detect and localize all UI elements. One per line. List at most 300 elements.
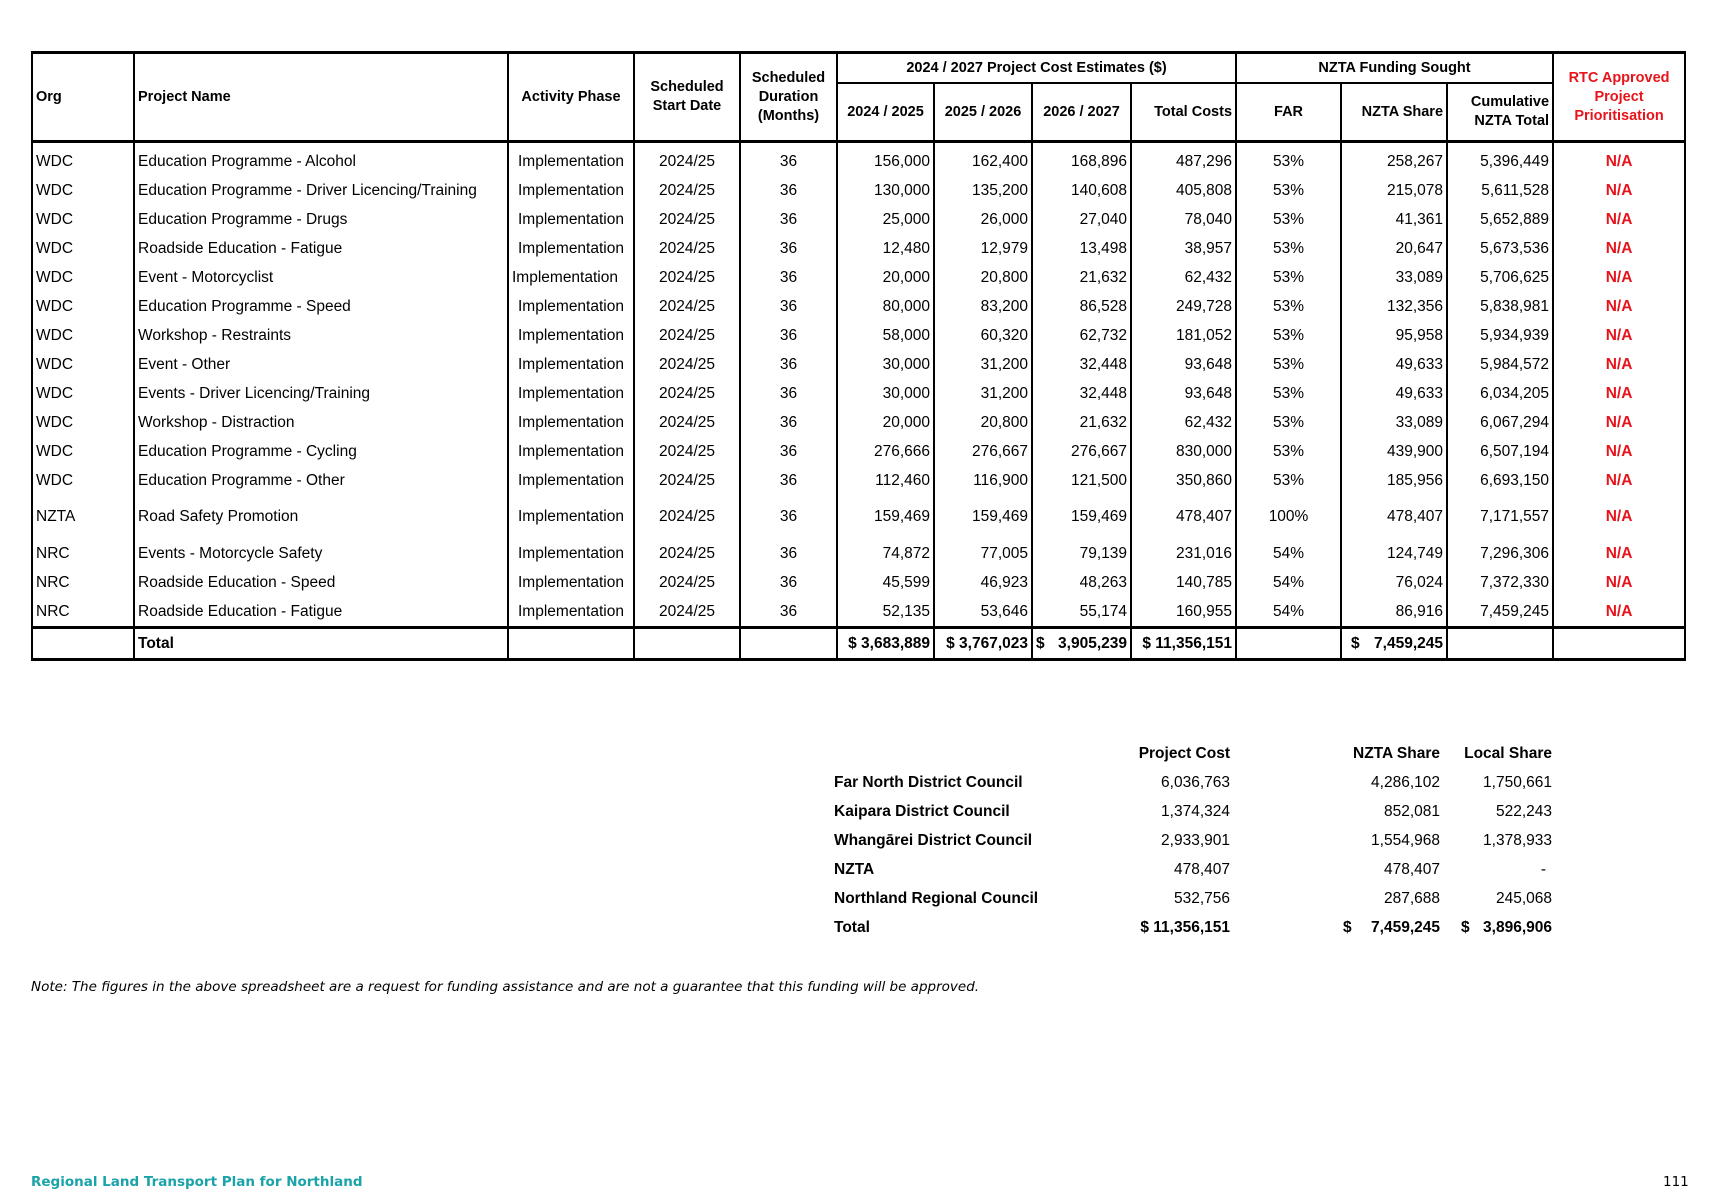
summary-project-cost: 478,407: [1173, 860, 1230, 878]
row-y1: 52,135: [837, 597, 934, 628]
row-rtc: N/A: [1553, 437, 1685, 466]
table-row: [32, 176, 1685, 205]
row-activity-phase: Implementation: [508, 142, 634, 177]
row-far: 53%: [1236, 408, 1341, 437]
row-start-date: 2024/25: [634, 379, 740, 408]
row-nzta-share: 185,956: [1341, 466, 1447, 495]
summary-nzta-share: 4,286,102: [1371, 773, 1440, 791]
row-project-name: Events - Driver Licencing/Training: [134, 379, 508, 408]
row-nzta-share: 49,633: [1341, 350, 1447, 379]
row-far: 53%: [1236, 437, 1341, 466]
summary-total-nzta-value: 7,459,245: [1371, 918, 1440, 936]
row-rtc: N/A: [1553, 321, 1685, 350]
row-project-name: Road Safety Promotion: [134, 495, 508, 539]
row-y2: 20,800: [934, 263, 1032, 292]
row-total: 478,407: [1131, 495, 1236, 539]
row-y3: 13,498: [1032, 234, 1131, 263]
row-y2: 46,923: [934, 568, 1032, 597]
summary-project-cost: 6,036,763: [1161, 773, 1230, 791]
row-duration: 36: [740, 495, 837, 539]
row-org: NRC: [32, 568, 134, 597]
row-start-date: 2024/25: [634, 597, 740, 628]
summary-table: [834, 739, 1552, 942]
row-project-name: Education Programme - Speed: [134, 292, 508, 321]
row-nzta-share: 20,647: [1341, 234, 1447, 263]
row-activity-phase: Implementation: [508, 205, 634, 234]
row-nzta-share: 439,900: [1341, 437, 1447, 466]
row-rtc: N/A: [1553, 568, 1685, 597]
summary-row: [834, 884, 1552, 913]
row-nzta-share: 33,089: [1341, 408, 1447, 437]
row-org: NRC: [32, 539, 134, 568]
row-duration: 36: [740, 437, 837, 466]
row-start-date: 2024/25: [634, 437, 740, 466]
row-cumulative: 5,611,528: [1447, 176, 1553, 205]
row-y1: 12,480: [837, 234, 934, 263]
row-total: 78,040: [1131, 205, 1236, 234]
row-cumulative: 5,934,939: [1447, 321, 1553, 350]
table-row: [32, 437, 1685, 466]
row-y1: 159,469: [837, 495, 934, 539]
summary-header-nzta: NZTA Share: [1353, 744, 1440, 762]
total-nzta-share: [1341, 628, 1447, 660]
row-activity-phase: Implementation: [508, 321, 634, 350]
row-total: 93,648: [1131, 350, 1236, 379]
row-nzta-share: 258,267: [1341, 142, 1447, 177]
row-total: 830,000: [1131, 437, 1236, 466]
row-far: 53%: [1236, 176, 1341, 205]
row-y1: 20,000: [837, 408, 934, 437]
row-nzta-share: 215,078: [1341, 176, 1447, 205]
row-cumulative: 5,673,536: [1447, 234, 1553, 263]
row-start-date: 2024/25: [634, 539, 740, 568]
row-rtc: N/A: [1553, 597, 1685, 628]
row-activity-phase: Implementation: [508, 292, 634, 321]
row-cumulative: 5,652,889: [1447, 205, 1553, 234]
total-cumulative-cell: [1447, 628, 1553, 660]
row-org: WDC: [32, 437, 134, 466]
row-activity-phase: Implementation: [508, 568, 634, 597]
row-duration: 36: [740, 321, 837, 350]
row-start-date: 2024/25: [634, 350, 740, 379]
row-far: 54%: [1236, 539, 1341, 568]
row-y2: 12,979: [934, 234, 1032, 263]
header-funding-group: NZTA Funding Sought: [1236, 53, 1553, 84]
header-y1: 2024 / 2025: [837, 83, 934, 142]
summary-total-label: Total: [834, 918, 870, 936]
summary-header-blank: [834, 739, 1074, 768]
row-nzta-share: 41,361: [1341, 205, 1447, 234]
row-far: 53%: [1236, 205, 1341, 234]
row-org: WDC: [32, 263, 134, 292]
row-cumulative: 6,507,194: [1447, 437, 1553, 466]
row-nzta-share: 49,633: [1341, 379, 1447, 408]
row-activity-phase: Implementation: [508, 437, 634, 466]
header-org: Org: [32, 53, 134, 142]
total-y1: $ 3,683,889: [837, 628, 934, 660]
row-y2: 77,005: [934, 539, 1032, 568]
row-y3: 276,667: [1032, 437, 1131, 466]
row-y3: 32,448: [1032, 379, 1131, 408]
summary-nzta-share: 1,554,968: [1371, 831, 1440, 849]
total-duration-cell: [740, 628, 837, 660]
summary-local-share: 245,068: [1495, 889, 1552, 907]
row-y3: 168,896: [1032, 142, 1131, 177]
row-far: 53%: [1236, 142, 1341, 177]
row-cumulative: 6,693,150: [1447, 466, 1553, 495]
project-table: [31, 51, 1686, 661]
summary-header-local: Local Share: [1464, 744, 1552, 762]
row-start-date: 2024/25: [634, 292, 740, 321]
row-activity-phase: Implementation: [508, 234, 634, 263]
row-start-date: 2024/25: [634, 176, 740, 205]
row-total: 231,016: [1131, 539, 1236, 568]
row-cumulative: 7,296,306: [1447, 539, 1553, 568]
summary-total-row: [834, 913, 1552, 942]
summary-local-share: 522,243: [1495, 802, 1552, 820]
row-nzta-share: 132,356: [1341, 292, 1447, 321]
row-total: 405,808: [1131, 176, 1236, 205]
row-activity-phase: Implementation: [508, 466, 634, 495]
header-cumulative: Cumulative NZTA Total: [1447, 83, 1553, 142]
row-activity-phase: Implementation: [508, 176, 634, 205]
row-project-name: Roadside Education - Fatigue: [134, 234, 508, 263]
table-row: [32, 234, 1685, 263]
row-y2: 162,400: [934, 142, 1032, 177]
row-project-name: Roadside Education - Speed: [134, 568, 508, 597]
row-far: 53%: [1236, 234, 1341, 263]
row-y2: 31,200: [934, 379, 1032, 408]
table-row: [32, 142, 1685, 177]
row-project-name: Roadside Education - Fatigue: [134, 597, 508, 628]
header-project-name: Project Name: [134, 53, 508, 142]
summary-row: [834, 768, 1552, 797]
row-rtc: N/A: [1553, 263, 1685, 292]
row-org: WDC: [32, 176, 134, 205]
row-y2: 276,667: [934, 437, 1032, 466]
row-rtc: N/A: [1553, 234, 1685, 263]
table-row: [32, 379, 1685, 408]
footer-title: Regional Land Transport Plan for Northland: [31, 1174, 363, 1190]
total-costs: $ 11,356,151: [1131, 628, 1236, 660]
row-activity-phase: Implementation: [508, 539, 634, 568]
header-start-date: Scheduled Start Date: [634, 53, 740, 142]
row-activity-phase: Implementation: [508, 495, 634, 539]
row-y3: 21,632: [1032, 263, 1131, 292]
row-duration: 36: [740, 205, 837, 234]
header-duration: Scheduled Duration (Months): [740, 53, 837, 142]
row-y3: 55,174: [1032, 597, 1131, 628]
row-project-name: Education Programme - Alcohol: [134, 142, 508, 177]
row-y2: 31,200: [934, 350, 1032, 379]
row-duration: 36: [740, 539, 837, 568]
summary-body: [834, 768, 1552, 913]
row-activity-phase: Implementation: [508, 350, 634, 379]
row-duration: 36: [740, 568, 837, 597]
row-total: 140,785: [1131, 568, 1236, 597]
total-label: Total: [134, 628, 508, 660]
summary-total-nzta-symbol: $: [1343, 918, 1352, 936]
row-duration: 36: [740, 597, 837, 628]
row-rtc: N/A: [1553, 205, 1685, 234]
row-y3: 159,469: [1032, 495, 1131, 539]
summary-council-name: Northland Regional Council: [834, 889, 1039, 907]
row-y1: 30,000: [837, 350, 934, 379]
summary-council-name: Kaipara District Council: [834, 802, 1010, 820]
row-total: 487,296: [1131, 142, 1236, 177]
table-row: [32, 466, 1685, 495]
row-y3: 121,500: [1032, 466, 1131, 495]
row-duration: 36: [740, 408, 837, 437]
row-nzta-share: 33,089: [1341, 263, 1447, 292]
row-org: WDC: [32, 408, 134, 437]
row-start-date: 2024/25: [634, 408, 740, 437]
row-rtc: N/A: [1553, 408, 1685, 437]
row-y1: 30,000: [837, 379, 934, 408]
row-far: 53%: [1236, 263, 1341, 292]
summary-header-cost: Project Cost: [1138, 744, 1230, 762]
row-org: WDC: [32, 321, 134, 350]
row-total: 38,957: [1131, 234, 1236, 263]
row-rtc: N/A: [1553, 379, 1685, 408]
total-share-symbol: $: [1351, 634, 1360, 652]
row-y2: 26,000: [934, 205, 1032, 234]
row-duration: 36: [740, 350, 837, 379]
row-cumulative: 5,706,625: [1447, 263, 1553, 292]
total-y2: $ 3,767,023: [934, 628, 1032, 660]
row-start-date: 2024/25: [634, 466, 740, 495]
row-y1: 130,000: [837, 176, 934, 205]
row-project-name: Event - Other: [134, 350, 508, 379]
row-project-name: Education Programme - Driver Licencing/Training: [134, 176, 508, 205]
summary-project-cost: 2,933,901: [1161, 831, 1230, 849]
table-row: [32, 321, 1685, 350]
summary-project-cost: 532,756: [1173, 889, 1230, 907]
summary-total-local-value: 3,896,906: [1483, 918, 1552, 936]
row-start-date: 2024/25: [634, 205, 740, 234]
summary-local-share: -: [1540, 860, 1546, 878]
row-start-date: 2024/25: [634, 263, 740, 292]
header-rtc: RTC Approved Project Prioritisation: [1553, 53, 1685, 142]
total-phase-cell: [508, 628, 634, 660]
row-duration: 36: [740, 466, 837, 495]
row-rtc: N/A: [1553, 495, 1685, 539]
row-org: WDC: [32, 466, 134, 495]
row-rtc: N/A: [1553, 539, 1685, 568]
row-org: NZTA: [32, 495, 134, 539]
page-number: 111: [1663, 1174, 1689, 1190]
summary-local-share: 1,378,933: [1483, 831, 1552, 849]
row-cumulative: 6,067,294: [1447, 408, 1553, 437]
total-y3-symbol: $: [1036, 634, 1045, 652]
row-y1: 58,000: [837, 321, 934, 350]
row-project-name: Workshop - Distraction: [134, 408, 508, 437]
row-duration: 36: [740, 234, 837, 263]
row-total: 93,648: [1131, 379, 1236, 408]
row-cumulative: 7,171,557: [1447, 495, 1553, 539]
total-rtc-cell: [1553, 628, 1685, 660]
row-rtc: N/A: [1553, 466, 1685, 495]
row-org: WDC: [32, 379, 134, 408]
row-rtc: N/A: [1553, 292, 1685, 321]
row-cumulative: 6,034,205: [1447, 379, 1553, 408]
summary-total-cost: $ 11,356,151: [1140, 918, 1230, 936]
row-y3: 21,632: [1032, 408, 1131, 437]
row-org: WDC: [32, 292, 134, 321]
summary-nzta-share: 478,407: [1383, 860, 1440, 878]
row-total: 350,860: [1131, 466, 1236, 495]
row-far: 53%: [1236, 321, 1341, 350]
row-rtc: N/A: [1553, 176, 1685, 205]
row-activity-phase: Implementation: [508, 597, 634, 628]
row-project-name: Education Programme - Cycling: [134, 437, 508, 466]
row-far: 53%: [1236, 350, 1341, 379]
row-nzta-share: 86,916: [1341, 597, 1447, 628]
table-row: [32, 597, 1685, 628]
row-cumulative: 5,396,449: [1447, 142, 1553, 177]
header-y2: 2025 / 2026: [934, 83, 1032, 142]
row-far: 53%: [1236, 292, 1341, 321]
summary-council-name: Whangārei District Council: [834, 831, 1033, 849]
table-row: [32, 568, 1685, 597]
total-org-cell: [32, 628, 134, 660]
row-org: WDC: [32, 205, 134, 234]
row-y2: 116,900: [934, 466, 1032, 495]
summary-total-local: [1440, 913, 1552, 942]
summary-total-nzta: [1230, 913, 1440, 942]
row-nzta-share: 95,958: [1341, 321, 1447, 350]
row-far: 53%: [1236, 466, 1341, 495]
summary-header-row: [834, 739, 1552, 768]
row-y1: 276,666: [837, 437, 934, 466]
row-duration: 36: [740, 263, 837, 292]
summary-nzta-share: 287,688: [1383, 889, 1440, 907]
row-far: 53%: [1236, 379, 1341, 408]
header-nzta-share: NZTA Share: [1341, 83, 1447, 142]
row-y2: 20,800: [934, 408, 1032, 437]
row-y3: 86,528: [1032, 292, 1131, 321]
row-start-date: 2024/25: [634, 234, 740, 263]
row-cumulative: 5,838,981: [1447, 292, 1553, 321]
table-row: [32, 408, 1685, 437]
summary-row: [834, 855, 1552, 884]
row-total: 181,052: [1131, 321, 1236, 350]
row-y2: 60,320: [934, 321, 1032, 350]
row-activity-phase: Implementation: [508, 379, 634, 408]
summary-row: [834, 797, 1552, 826]
total-y3: [1032, 628, 1131, 660]
summary-council-name: Far North District Council: [834, 773, 1023, 791]
row-rtc: N/A: [1553, 142, 1685, 177]
row-y3: 140,608: [1032, 176, 1131, 205]
row-y1: 112,460: [837, 466, 934, 495]
row-start-date: 2024/25: [634, 495, 740, 539]
summary-project-cost: 1,374,324: [1161, 802, 1230, 820]
row-total: 62,432: [1131, 263, 1236, 292]
summary-nzta-share: 852,081: [1383, 802, 1440, 820]
row-far: 54%: [1236, 597, 1341, 628]
table-row: [32, 205, 1685, 234]
total-start-cell: [634, 628, 740, 660]
row-org: WDC: [32, 350, 134, 379]
row-y3: 62,732: [1032, 321, 1131, 350]
table-row: [32, 292, 1685, 321]
row-y1: 156,000: [837, 142, 934, 177]
row-total: 249,728: [1131, 292, 1236, 321]
row-project-name: Education Programme - Drugs: [134, 205, 508, 234]
row-org: WDC: [32, 234, 134, 263]
row-project-name: Education Programme - Other: [134, 466, 508, 495]
row-start-date: 2024/25: [634, 142, 740, 177]
note-text: Note: The figures in the above spreadsheet are a request for funding assistance and are not a guarantee that this funding will be approved.: [31, 979, 980, 995]
table-row: [32, 350, 1685, 379]
row-project-name: Event - Motorcyclist: [134, 263, 508, 292]
table-row: [32, 495, 1685, 539]
row-far: 54%: [1236, 568, 1341, 597]
row-cumulative: 7,372,330: [1447, 568, 1553, 597]
row-duration: 36: [740, 379, 837, 408]
header-far: FAR: [1236, 83, 1341, 142]
summary-council-name: NZTA: [834, 860, 875, 878]
row-nzta-share: 478,407: [1341, 495, 1447, 539]
row-y3: 79,139: [1032, 539, 1131, 568]
row-duration: 36: [740, 142, 837, 177]
row-y2: 159,469: [934, 495, 1032, 539]
header-y3: 2026 / 2027: [1032, 83, 1131, 142]
row-y3: 27,040: [1032, 205, 1131, 234]
row-cumulative: 5,984,572: [1447, 350, 1553, 379]
table-row: [32, 263, 1685, 292]
table-row: [32, 539, 1685, 568]
header-activity-phase: Activity Phase: [508, 53, 634, 142]
row-y1: 45,599: [837, 568, 934, 597]
header-total-costs: Total Costs: [1131, 83, 1236, 142]
row-nzta-share: 76,024: [1341, 568, 1447, 597]
row-total: 62,432: [1131, 408, 1236, 437]
total-far-cell: [1236, 628, 1341, 660]
row-project-name: Workshop - Restraints: [134, 321, 508, 350]
row-start-date: 2024/25: [634, 321, 740, 350]
row-rtc: N/A: [1553, 350, 1685, 379]
row-duration: 36: [740, 292, 837, 321]
row-y1: 20,000: [837, 263, 934, 292]
row-org: NRC: [32, 597, 134, 628]
row-cumulative: 7,459,245: [1447, 597, 1553, 628]
row-y2: 135,200: [934, 176, 1032, 205]
row-total: 160,955: [1131, 597, 1236, 628]
row-y3: 48,263: [1032, 568, 1131, 597]
row-start-date: 2024/25: [634, 568, 740, 597]
row-duration: 36: [740, 176, 837, 205]
row-nzta-share: 124,749: [1341, 539, 1447, 568]
summary-total-local-symbol: $: [1461, 918, 1470, 936]
row-y1: 80,000: [837, 292, 934, 321]
row-activity-phase: Implementation: [508, 408, 634, 437]
project-table-body: [32, 142, 1685, 628]
row-y1: 25,000: [837, 205, 934, 234]
row-org: WDC: [32, 142, 134, 177]
row-y1: 74,872: [837, 539, 934, 568]
total-row: [32, 628, 1685, 660]
summary-local-share: 1,750,661: [1483, 773, 1552, 791]
row-project-name: Events - Motorcycle Safety: [134, 539, 508, 568]
row-activity-phase: Implementation: [508, 263, 634, 292]
header-cost-group: 2024 / 2027 Project Cost Estimates ($): [837, 53, 1236, 84]
row-y3: 32,448: [1032, 350, 1131, 379]
summary-row: [834, 826, 1552, 855]
row-y2: 53,646: [934, 597, 1032, 628]
row-far: 100%: [1236, 495, 1341, 539]
